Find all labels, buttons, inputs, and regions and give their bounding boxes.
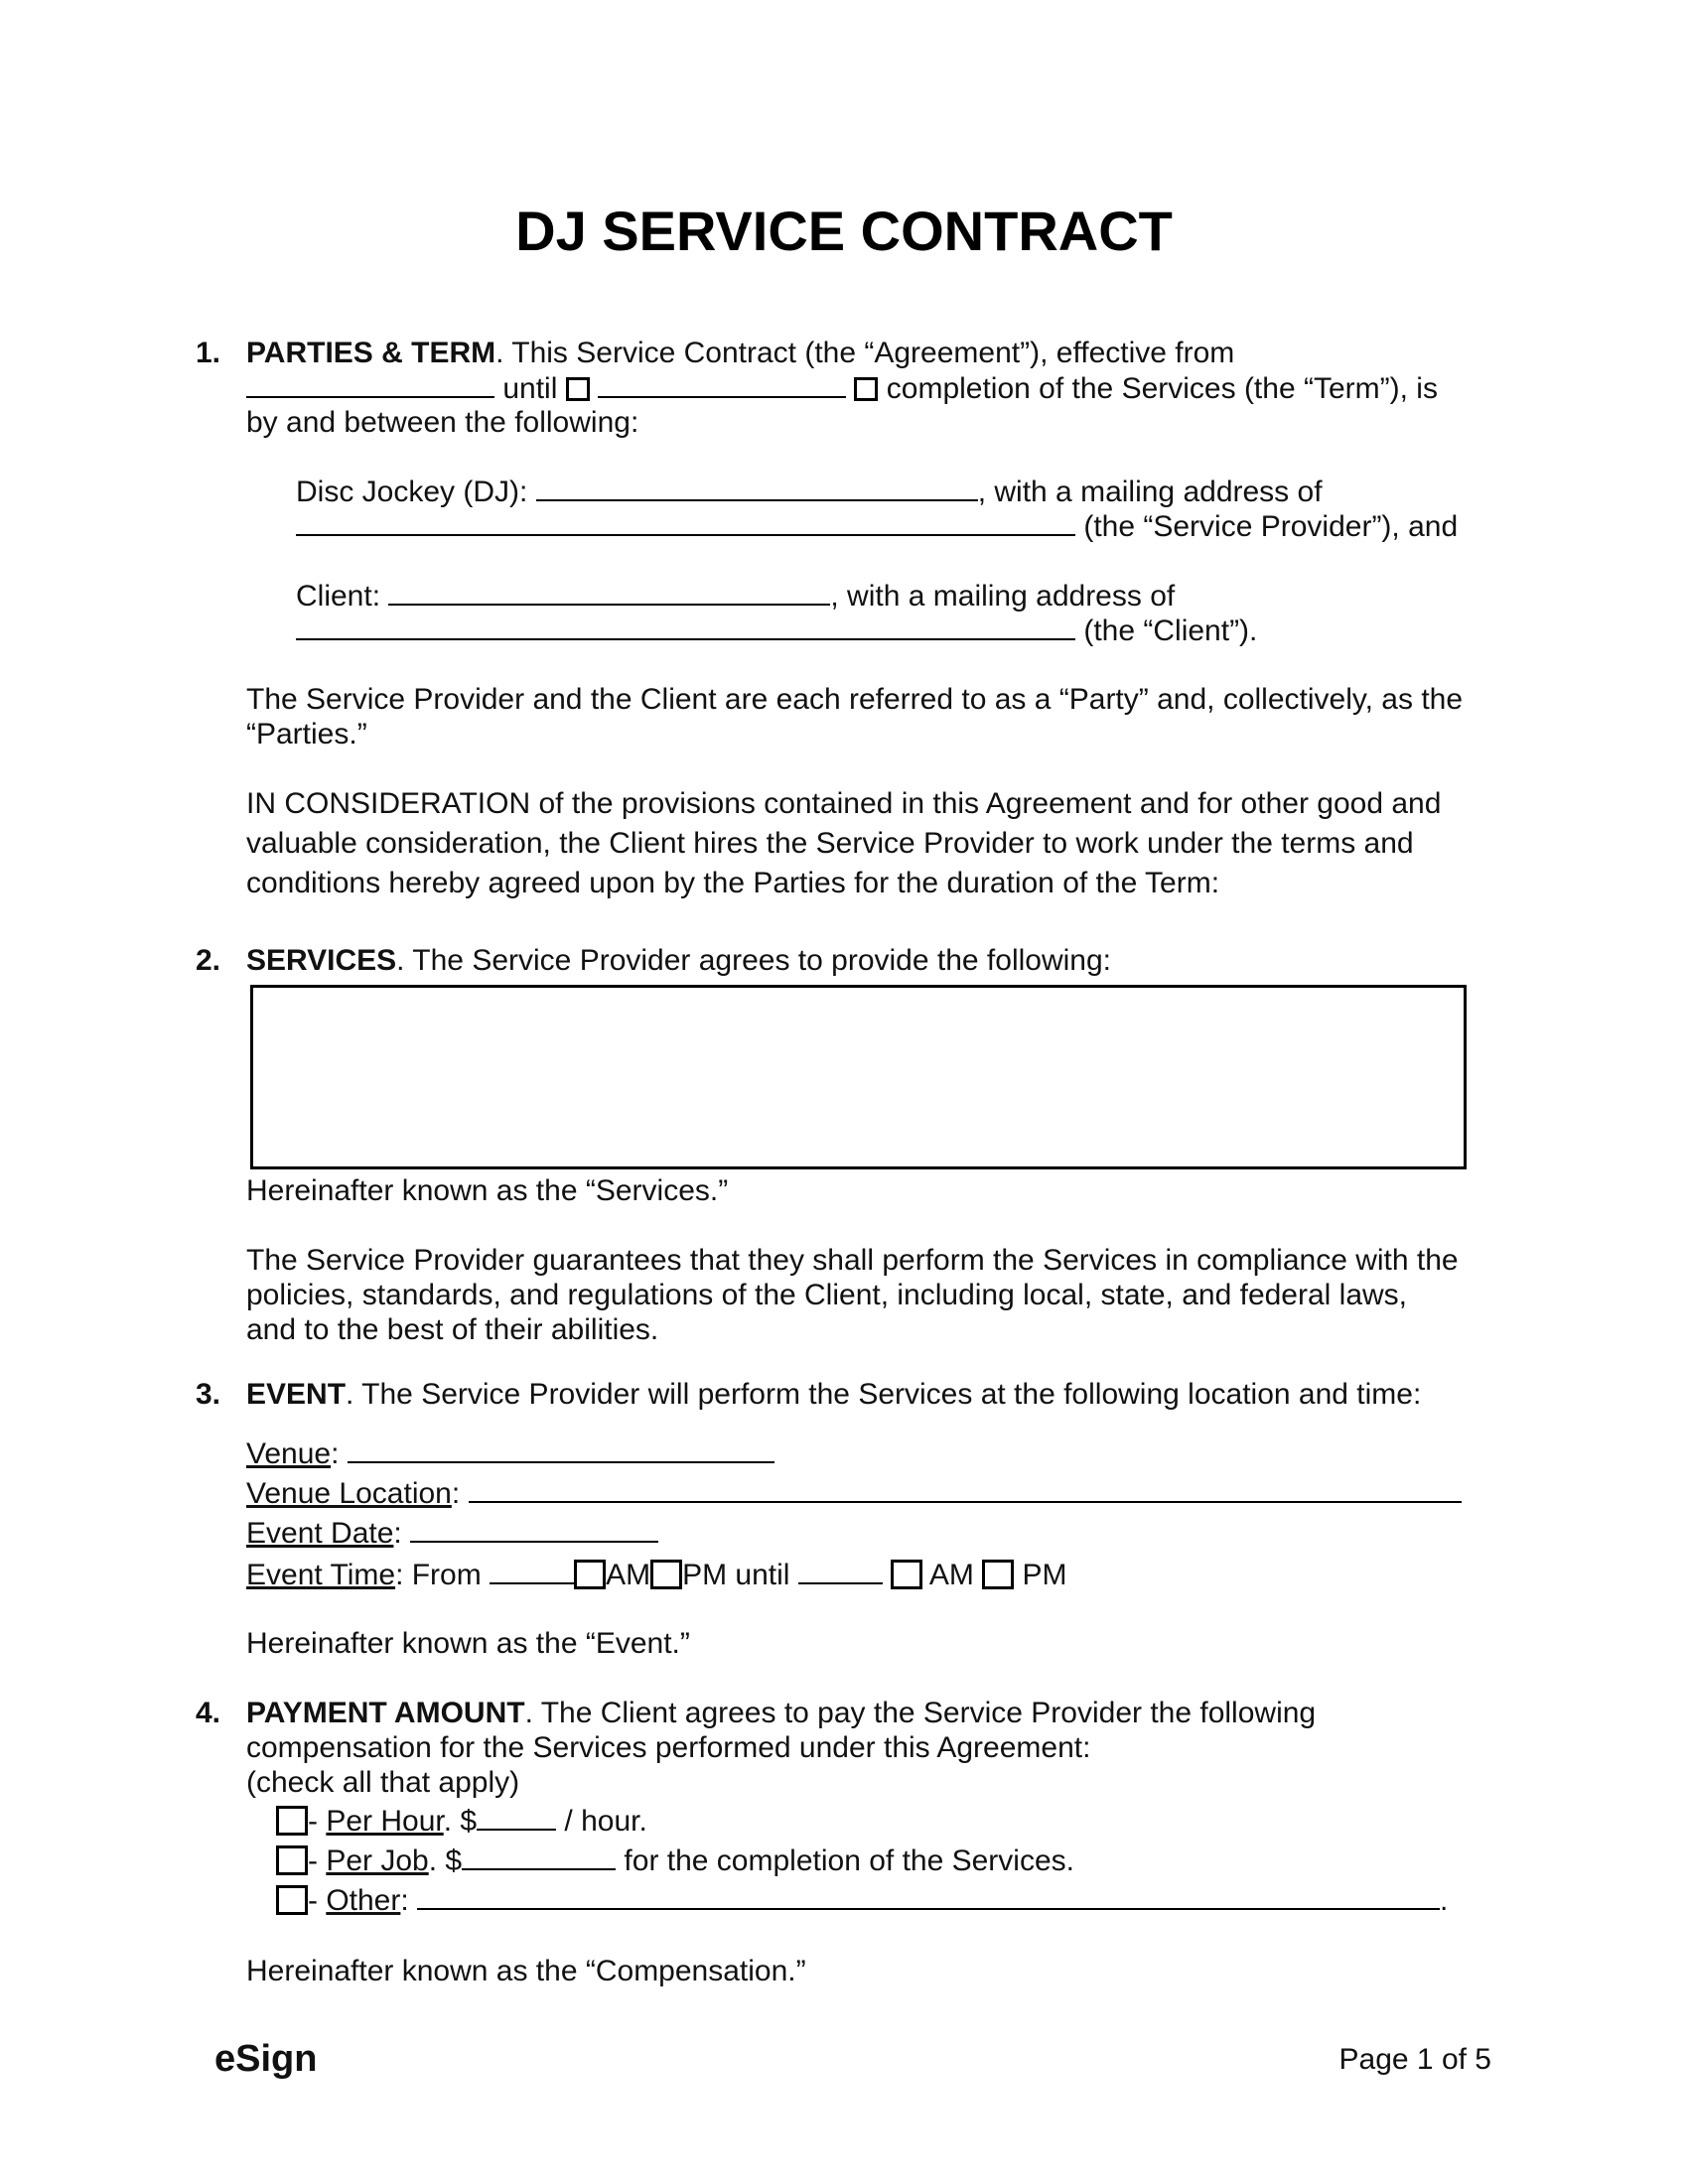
services-known-text: Hereinafter known as the “Services.” [246, 1174, 729, 1207]
section-1-intro: PARTIES & TERM. This Service Contract (the “Agreement”), effective from [246, 337, 1235, 369]
end-date-field[interactable] [598, 370, 846, 398]
section-number: 1. [195, 337, 220, 369]
section-heading: PARTIES & TERM [246, 337, 496, 369]
dj-line: Disc Jockey (DJ): , with a mailing address of [296, 476, 1323, 508]
dj-address-line: (the “Service Provider”), and [296, 508, 1458, 544]
hourly-rate-field[interactable] [477, 1803, 556, 1831]
start-am-checkbox[interactable] [574, 1560, 606, 1589]
guarantee-text: policies, standards, and regulations of the Client, including local, state, and federal laws, [246, 1279, 1408, 1311]
guarantee-text: The Service Provider guarantees that they shall perform the Services in compliance with the [246, 1244, 1459, 1277]
venue-field[interactable] [348, 1435, 774, 1463]
until-date-checkbox[interactable] [566, 377, 590, 401]
parties-text: “Parties.” [246, 718, 367, 751]
other-option: - Other: . [276, 1882, 1448, 1918]
section-4-intro: PAYMENT AMOUNT. The Client agrees to pay the Service Provider the following [246, 1697, 1317, 1729]
end-time-field[interactable] [798, 1557, 883, 1584]
section-number: 3. [195, 1378, 220, 1411]
end-am-checkbox[interactable] [891, 1560, 922, 1589]
start-pm-checkbox[interactable] [650, 1560, 682, 1589]
per-hour-checkbox[interactable] [276, 1806, 308, 1836]
venue-line: Venue: [246, 1435, 774, 1471]
event-date-field[interactable] [410, 1515, 658, 1543]
dj-name-field[interactable] [536, 474, 978, 501]
client-line: Client: , with a mailing address of [296, 580, 1176, 613]
parties-text: The Service Provider and the Client are each referred to as a “Party” and, collectively, as the [246, 683, 1464, 716]
services-text-box[interactable] [250, 985, 1467, 1169]
page-title: DJ SERVICE CONTRACT [515, 200, 1173, 262]
compensation-known-text: Hereinafter known as the “Compensation.” [246, 1955, 806, 1987]
section-number: 4. [195, 1697, 220, 1729]
term-line: until completion of the Services (the “Term”), is [246, 370, 1438, 406]
consideration-text: valuable consideration, the Client hires the Service Provider to work under the terms and [246, 827, 1414, 860]
job-rate-field[interactable] [462, 1843, 616, 1870]
per-hour-option: - Per Hour. $ / hour. [276, 1803, 647, 1839]
start-time-field[interactable] [490, 1557, 574, 1584]
effective-date-field[interactable] [246, 370, 494, 398]
event-time-line: Event Time: From AM PM until AM PM [246, 1559, 1067, 1591]
venue-location-field[interactable] [469, 1475, 1462, 1503]
dj-address-field[interactable] [296, 508, 1075, 536]
per-job-checkbox[interactable] [276, 1845, 308, 1875]
payment-text: compensation for the Services performed under this Agreement: [246, 1731, 1091, 1764]
completion-checkbox[interactable] [854, 377, 878, 401]
section-heading: SERVICES [246, 944, 397, 977]
client-address-line: (the “Client”). [296, 613, 1257, 648]
consideration-text: IN CONSIDERATION of the provisions contained in this Agreement and for other good and [246, 787, 1442, 820]
page-number: Page 1 of 5 [1338, 2043, 1491, 2076]
esign-logo: eSign [214, 2038, 318, 2080]
payment-text: (check all that apply) [246, 1766, 520, 1799]
other-payment-field[interactable] [417, 1882, 1440, 1910]
guarantee-text: and to the best of their abilities. [246, 1313, 659, 1346]
event-date-line: Event Date: [246, 1515, 658, 1551]
event-known-text: Hereinafter known as the “Event.” [246, 1627, 690, 1660]
section-heading: EVENT [246, 1378, 347, 1411]
other-checkbox[interactable] [276, 1885, 308, 1915]
end-pm-checkbox[interactable] [982, 1560, 1014, 1589]
section-3-intro: EVENT. The Service Provider will perform the Services at the following location and time: [246, 1378, 1422, 1411]
section-2-intro: SERVICES. The Service Provider agrees to provide the following: [246, 944, 1111, 977]
section-heading: PAYMENT AMOUNT [246, 1697, 525, 1729]
client-name-field[interactable] [388, 578, 830, 606]
per-job-option: - Per Job. $ for the completion of the Services. [276, 1843, 1074, 1878]
consideration-text: conditions hereby agreed upon by the Parties for the duration of the Term: [246, 867, 1220, 899]
venue-location-line: Venue Location: [246, 1475, 1462, 1511]
section-number: 2. [195, 944, 220, 977]
between-text: by and between the following: [246, 406, 639, 439]
client-address-field[interactable] [296, 613, 1075, 640]
